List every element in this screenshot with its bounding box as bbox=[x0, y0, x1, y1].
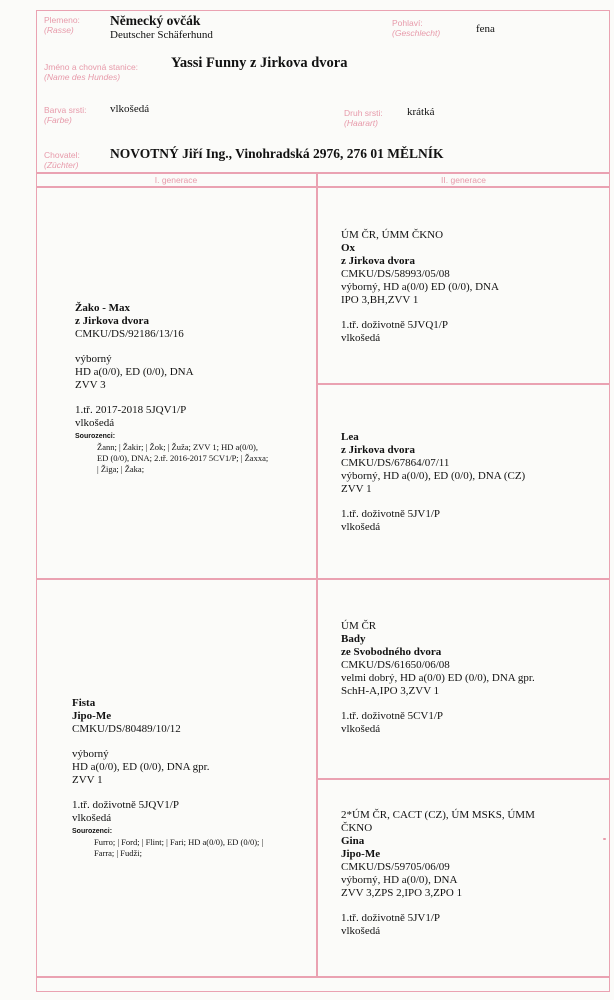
sire-dam-block: Lea z Jirkova dvora CMKU/DS/67864/07/11 výborný, HD a(0/0), ED (0/0), DNA (CZ) ZVV 1 1.tř. doživotně 5JV1/P vlkošedá bbox=[341, 431, 526, 533]
name-label: Jméno a chovná stanice: (Name des Hundes) bbox=[44, 62, 139, 82]
dam-siblings: Sourozenci: Furro; | Ford; | Flint; | Fari; HD a(0/0), ED (0/0); | Farra; | Fudži; bbox=[72, 828, 264, 858]
first-generation-header: I. generace bbox=[154, 175, 198, 185]
gp-divider-1 bbox=[316, 383, 610, 385]
ink-speck bbox=[603, 838, 606, 840]
sire-siblings: Sourozenci: Žann; | Žakir; | Žok; | Žuža; ZVV 1; HD a(0/0), ED (0/0), DNA; 2.tř. 2016-2017 5CV1/P; | Žaxxa; | Žiga; | Žaka; bbox=[75, 433, 269, 474]
coat-label: Druh srsti: (Haarart) bbox=[344, 108, 383, 128]
sex-label: Pohlaví: (Geschlecht) bbox=[392, 18, 441, 38]
breeder-value: NOVOTNÝ Jiří Ing., Vinohradská 2976, 276 01 MĚLNÍK bbox=[110, 146, 444, 161]
dam-dam-block: 2*ÚM ČR, CACT (CZ), ÚM MSKS, ÚMM ČKNO Gina Jipo-Me CMKU/DS/59705/06/09 výborný, HD a(0/0), DNA ZVV 3,ZPS 2,IPO 3,ZPO 1 1.tř. doživotně 5JV1/P vlkošedá bbox=[341, 809, 535, 937]
dam-block: Fista Jipo-Me CMKU/DS/80489/10/12 výborný HD a(0/0), ED (0/0), DNA gpr. ZVV 1 1.tř. doživotně 5JQV1/P vlkošedá Sourozenci: Furro; | Ford; | Flint; | Fari; HD a(0/0), ED (0/0); | Farra; | Fudži; bbox=[72, 697, 312, 859]
color-value: vlkošedá bbox=[110, 103, 150, 115]
generation-divider bbox=[316, 172, 318, 977]
breeder-label: Chovatel: (Züchter) bbox=[44, 150, 80, 170]
gp-divider-2 bbox=[316, 778, 610, 780]
breed-value: Německý ovčák Deutscher Schäferhund bbox=[110, 13, 213, 41]
breed-label: Plemeno: (Rasse) bbox=[44, 15, 80, 35]
color-label: Barva srsti: (Farbe) bbox=[44, 105, 87, 125]
sire-sire-block: ÚM ČR, ÚMM ČKNO Ox z Jirkova dvora CMKU/DS/58993/05/08 výborný, HD a(0/0) ED (0/0), DNA IPO 3,BH,ZVV 1 1.tř. doživotně 5JVQ1/P vlkošedá bbox=[341, 229, 499, 344]
second-generation-header: II. generace bbox=[441, 175, 486, 185]
parents-divider bbox=[36, 578, 610, 580]
dam-sire-block: ÚM ČR Bady ze Svobodného dvora CMKU/DS/61650/06/08 velmi dobrý, HD a(0/0) ED (0/0), DNA gpr. SchH-A,IPO 3,ZVV 1 1.tř. doživotně 5CV1/P vlkošedá bbox=[341, 620, 535, 735]
gen-header-divider bbox=[36, 186, 610, 188]
header-divider bbox=[36, 172, 610, 174]
dog-name: Yassi Funny z Jirkova dvora bbox=[171, 55, 348, 71]
sex-value: fena bbox=[476, 23, 495, 35]
coat-value: krátká bbox=[407, 106, 435, 118]
sire-block: Žako - Max z Jirkova dvora CMKU/DS/92186/13/16 výborný HD a(0/0), ED (0/0), DNA ZVV 3 1.tř. 2017-2018 5JQV1/P vlkošedá Sourozenci: Žann; | Žakir; | Žok; | Žuža; ZVV 1; HD a(0/0), ED (0/0), DNA; 2.tř. 2016-2017 5CV1/P; | Žaxxa; | Žiga; | Žaka; bbox=[75, 302, 315, 475]
bottom-line bbox=[36, 976, 610, 978]
